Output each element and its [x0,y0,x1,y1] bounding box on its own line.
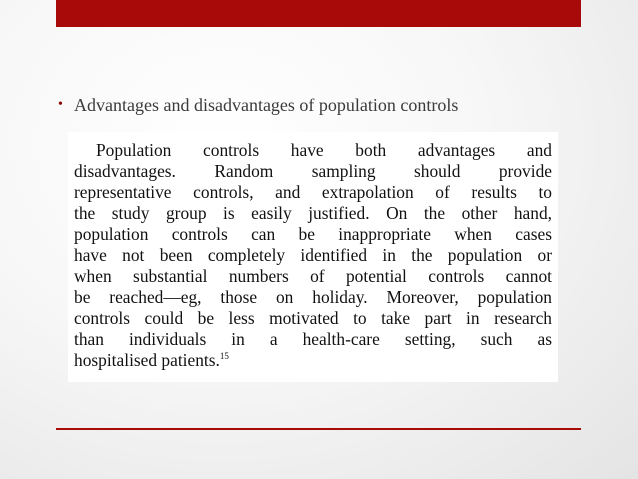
quote-line: controls could be less motivated to take part in research [74,308,552,328]
quote-line: be reached—eg, those on holiday. Moreover, population [74,287,552,307]
bullet-heading [58,93,618,117]
quote-line: have not been completely identified in the population or [74,245,552,265]
quote-line: population controls can be inappropriate when cases [74,224,552,244]
quote-line: the study group is easily justified. On the other hand, [74,203,552,223]
quote-line: Population controls have both advantages and [96,140,552,160]
quote-line: representative controls, and extrapolation of results to [74,182,552,202]
quote-line: when substantial numbers of potential controls cannot [74,266,552,286]
bullet-icon: • [58,97,63,112]
quote-line-last [74,350,552,371]
footnote-reference: 15 [219,351,229,362]
quoted-excerpt [68,132,558,382]
quote-line: than individuals in a health-care setting, such as [74,329,552,349]
top-accent-bar [56,0,581,27]
quote-final-text: hospitalised patients. [74,350,220,370]
quote-line: disadvantages. Random sampling should provide [74,161,552,181]
bottom-divider [56,428,581,430]
heading-text: Advantages and disadvantages of population controls [74,95,459,115]
